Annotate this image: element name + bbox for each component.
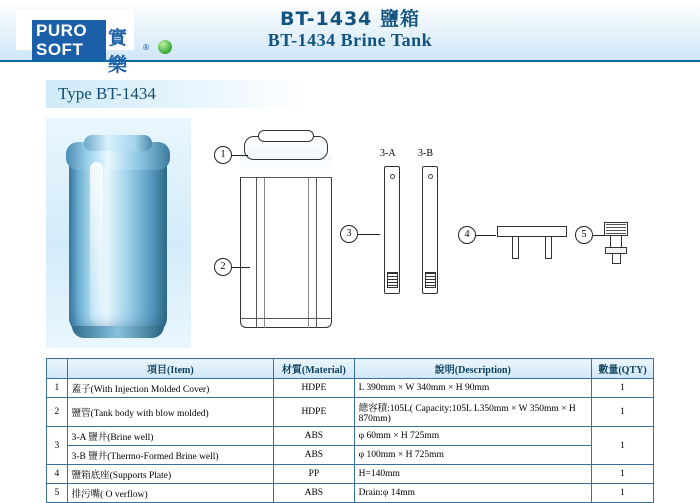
callout-1-leader xyxy=(232,155,248,156)
table-row xyxy=(47,379,654,398)
cell-material: HDPE xyxy=(274,398,355,427)
page-title-english: BT-1434 Brine Tank xyxy=(267,30,433,50)
cell-item: 3-B 鹽井(Thermo-Formed Brine well) xyxy=(67,446,273,465)
type-banner xyxy=(46,80,306,108)
cell-description: 總容積:105L( Capacity:105L L350mm × W 350mm × H 870mm) xyxy=(354,398,591,427)
exploded-diagram xyxy=(200,118,670,348)
diagram-tank-edge-right2 xyxy=(308,178,309,328)
cell-item: 3-A 鹽井(Brine well) xyxy=(67,427,273,446)
header-item: 項目(Item) xyxy=(67,359,273,379)
green-bullet-icon xyxy=(158,40,172,54)
cell-description: φ 60mm × H 725mm xyxy=(354,427,591,446)
diagram-tank-body xyxy=(240,156,332,328)
product-photo xyxy=(46,118,191,348)
diagram-tank-cover-top xyxy=(258,130,314,142)
photo-tank-body xyxy=(69,156,167,334)
header-description: 說明(Description) xyxy=(354,359,591,379)
cell-item: 鹽箱底座(Supports Plate) xyxy=(67,465,273,484)
cell-qty: 1 xyxy=(592,465,654,484)
cell-qty: 1 xyxy=(592,484,654,503)
diagram-tank-foot xyxy=(240,318,332,328)
cell-no: 2 xyxy=(47,398,68,427)
cell-description: L 390mm × W 340mm × H 90mm xyxy=(354,379,591,398)
type-label: Type BT-1434 xyxy=(58,84,156,103)
well-label-3b: 3-B xyxy=(418,148,433,159)
cell-qty: 1 xyxy=(592,379,654,398)
well-label-3a: 3-A xyxy=(380,148,396,159)
table-header-row xyxy=(47,359,654,379)
cell-item: 鹽管(Tank body with blow molded) xyxy=(67,398,273,427)
cell-no: 5 xyxy=(47,484,68,503)
cell-description: H=140mm xyxy=(354,465,591,484)
cell-material: PP xyxy=(274,465,355,484)
header-no xyxy=(47,359,68,379)
overflow-fitting-nut xyxy=(605,247,627,254)
cell-material: ABS xyxy=(274,427,355,446)
logo-line1: PURO xyxy=(36,21,88,40)
overflow-fitting-threads xyxy=(606,224,626,234)
cell-no: 1 xyxy=(47,379,68,398)
supports-plate-leg-left xyxy=(512,237,519,259)
logo-chinese-name: 實樂 xyxy=(108,27,128,76)
table-row xyxy=(47,398,654,427)
diagram-tank-edge-left2 xyxy=(264,178,265,328)
callout-5: 5 xyxy=(575,226,593,244)
brine-well-3a-hole xyxy=(390,174,395,179)
overflow-fitting-tube xyxy=(612,254,621,264)
page-header xyxy=(0,0,700,76)
brine-well-3a-grill xyxy=(387,272,398,288)
table-row xyxy=(47,465,654,484)
header-qty: 數量(QTY) xyxy=(592,359,654,379)
brine-well-3b-grill xyxy=(425,272,436,288)
supports-plate-top xyxy=(497,226,567,237)
supports-plate-leg-right xyxy=(545,237,552,259)
cell-item: 排污嘴( O verflow) xyxy=(67,484,273,503)
brine-well-3b-hole xyxy=(428,174,433,179)
callout-3: 3 xyxy=(340,225,358,243)
brine-well-3a xyxy=(384,166,400,294)
cell-no: 4 xyxy=(47,465,68,484)
diagram-tank-edge-right xyxy=(316,178,317,328)
callout-3-leader xyxy=(358,234,380,235)
cell-qty: 1 xyxy=(592,427,654,465)
callout-1: 1 xyxy=(214,146,232,164)
registered-trademark-icon: ® xyxy=(142,43,150,52)
callout-2-leader xyxy=(232,267,250,268)
cell-material: ABS xyxy=(274,484,355,503)
photo-tank-lid xyxy=(84,135,152,151)
diagram-tank-edge-left xyxy=(256,178,257,328)
table-row xyxy=(47,427,654,446)
callout-4: 4 xyxy=(458,226,476,244)
callout-2: 2 xyxy=(214,258,232,276)
header-material: 材質(Material) xyxy=(274,359,355,379)
brine-well-3b xyxy=(422,166,438,294)
photo-tank-base xyxy=(72,326,164,338)
cell-description: φ 100mm × H 725mm xyxy=(354,446,591,465)
parts-table xyxy=(46,358,654,503)
cell-no: 3 xyxy=(47,427,68,465)
cell-material: ABS xyxy=(274,446,355,465)
cell-material: HDPE xyxy=(274,379,355,398)
callout-4-leader xyxy=(476,235,496,236)
table-row xyxy=(47,446,654,465)
cell-qty: 1 xyxy=(592,398,654,427)
logo-line2: SOFT xyxy=(36,40,84,59)
page-title-chinese: BT-1434 鹽箱 xyxy=(279,8,421,30)
cell-description: Drain:φ 14mm xyxy=(354,484,591,503)
table-row xyxy=(47,484,654,503)
cell-item: 蓋子(With Injection Molded Cover) xyxy=(67,379,273,398)
photo-highlight xyxy=(90,162,103,322)
